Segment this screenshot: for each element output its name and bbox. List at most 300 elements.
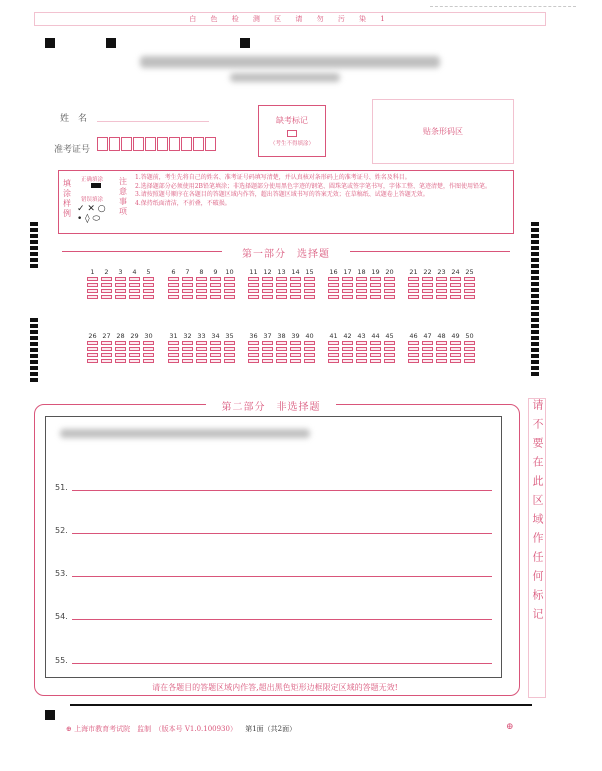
choice-question-number: 31 xyxy=(169,332,178,340)
answer-bubble-49-d[interactable] xyxy=(450,359,461,363)
question-number-53: 53. xyxy=(55,569,68,578)
answer-bubble-15-d[interactable] xyxy=(304,295,315,299)
answer-bubble-13-c[interactable] xyxy=(276,289,287,293)
answer-bubble-16-c[interactable] xyxy=(328,289,339,293)
answer-bubble-29-a[interactable] xyxy=(129,341,140,345)
answer-bubble-2-b[interactable] xyxy=(101,283,112,287)
choice-question-number: 36 xyxy=(249,332,258,340)
answer-bubble-12-d[interactable] xyxy=(262,295,273,299)
choice-question-number: 9 xyxy=(213,268,218,276)
answer-bubble-43-c[interactable] xyxy=(356,353,367,357)
answer-bubble-31-c[interactable] xyxy=(168,353,179,357)
correct-fill-sample xyxy=(91,183,101,188)
answer-bubble-50-b[interactable] xyxy=(464,347,475,351)
answer-bubble-37-d[interactable] xyxy=(262,359,273,363)
answer-bubble-37-c[interactable] xyxy=(262,353,273,357)
answer-bubble-19-b[interactable] xyxy=(370,283,381,287)
answer-bubble-35-c[interactable] xyxy=(224,353,235,357)
answer-bubble-10-b[interactable] xyxy=(224,283,235,287)
answer-bubble-25-b[interactable] xyxy=(464,283,475,287)
answer-bubble-15-b[interactable] xyxy=(304,283,315,287)
name-field[interactable] xyxy=(97,121,209,122)
side-warning-box xyxy=(528,398,546,698)
answer-bubble-47-a[interactable] xyxy=(422,341,433,345)
answer-bubble-23-b[interactable] xyxy=(436,283,447,287)
answer-bubble-5-c[interactable] xyxy=(143,289,154,293)
answer-bubble-47-b[interactable] xyxy=(422,347,433,351)
answer-bubble-7-b[interactable] xyxy=(182,283,193,287)
answer-bubble-42-a[interactable] xyxy=(342,341,353,345)
notes-title: 注意事项 xyxy=(119,177,127,216)
answer-bubble-38-c[interactable] xyxy=(276,353,287,357)
question-number-51: 51. xyxy=(55,483,68,492)
answer-bubble-41-d[interactable] xyxy=(328,359,339,363)
answer-bubble-34-c[interactable] xyxy=(210,353,221,357)
barcode-label: 贴条形码区 xyxy=(423,126,463,136)
answer-bubble-48-d[interactable] xyxy=(436,359,447,363)
answer-bubble-7-d[interactable] xyxy=(182,295,193,299)
answer-bubble-43-a[interactable] xyxy=(356,341,367,345)
answer-bubble-2-a[interactable] xyxy=(101,277,112,281)
answer-bubble-27-a[interactable] xyxy=(101,341,112,345)
choice-question-number: 2 xyxy=(104,268,109,276)
answer-bubble-30-b[interactable] xyxy=(143,347,154,351)
answer-bubble-4-a[interactable] xyxy=(129,277,140,281)
choice-question-number: 11 xyxy=(249,268,258,276)
answer-bubble-44-c[interactable] xyxy=(370,353,381,357)
note-item: 3.请按照题号顺序在各题目的答题区域内作答，超出答题区域书写的答案无效；在草稿纸、试题卷上答题无效。 xyxy=(135,191,429,198)
answer-bubble-4-d[interactable] xyxy=(129,295,140,299)
choice-question-number: 50 xyxy=(465,332,474,340)
answer-bubble-25-c[interactable] xyxy=(464,289,475,293)
exam-subtitle-blurred xyxy=(230,73,340,82)
choice-question-number: 38 xyxy=(277,332,286,340)
answer-bubble-35-d[interactable] xyxy=(224,359,235,363)
answer-bubble-5-a[interactable] xyxy=(143,277,154,281)
timing-mark xyxy=(45,38,55,48)
part2-rule-right xyxy=(340,404,424,405)
answer-bubble-45-d[interactable] xyxy=(384,359,395,363)
choice-question-number: 45 xyxy=(385,332,394,340)
answer-bubble-44-a[interactable] xyxy=(370,341,381,345)
answer-bubble-14-b[interactable] xyxy=(290,283,301,287)
answer-bubble-11-b[interactable] xyxy=(248,283,259,287)
answer-bubble-5-b[interactable] xyxy=(143,283,154,287)
barcode-area xyxy=(372,99,514,164)
answer-bubble-40-c[interactable] xyxy=(304,353,315,357)
answer-bubble-21-d[interactable] xyxy=(408,295,419,299)
choice-question-number: 30 xyxy=(144,332,153,340)
answer-bubble-34-b[interactable] xyxy=(210,347,221,351)
answer-bubble-8-b[interactable] xyxy=(196,283,207,287)
answer-bubble-38-b[interactable] xyxy=(276,347,287,351)
choice-question-number: 3 xyxy=(118,268,123,276)
question-number-54: 54. xyxy=(55,612,68,621)
answer-bubble-39-a[interactable] xyxy=(290,341,301,345)
absent-mark-box xyxy=(258,105,326,157)
answer-bubble-11-d[interactable] xyxy=(248,295,259,299)
answer-bubble-31-b[interactable] xyxy=(168,347,179,351)
answer-bubble-30-d[interactable] xyxy=(143,359,154,363)
footer-info-text: 上海市教育考试院 监制 （版本号 V1.0.100930） xyxy=(74,725,237,733)
answer-bubble-1-d[interactable] xyxy=(87,295,98,299)
answer-bubble-20-a[interactable] xyxy=(384,277,395,281)
choice-question-number: 28 xyxy=(116,332,125,340)
answer-bubble-33-d[interactable] xyxy=(196,359,207,363)
choice-group xyxy=(247,268,316,301)
choice-question-number: 33 xyxy=(197,332,206,340)
answer-bubble-16-b[interactable] xyxy=(328,283,339,287)
answer-bubble-32-a[interactable] xyxy=(182,341,193,345)
answer-bubble-21-a[interactable] xyxy=(408,277,419,281)
answer-bubble-3-b[interactable] xyxy=(115,283,126,287)
answer-bubble-21-b[interactable] xyxy=(408,283,419,287)
answer-bubble-14-c[interactable] xyxy=(290,289,301,293)
answer-bubble-38-d[interactable] xyxy=(276,359,287,363)
answer-bubble-29-b[interactable] xyxy=(129,347,140,351)
answer-bubble-36-a[interactable] xyxy=(248,341,259,345)
answer-bubble-41-a[interactable] xyxy=(328,341,339,345)
choice-question-number: 22 xyxy=(423,268,432,276)
answer-bubble-36-c[interactable] xyxy=(248,353,259,357)
choice-question-number: 16 xyxy=(329,268,338,276)
answer-frame[interactable] xyxy=(45,416,502,678)
question-number-52: 52. xyxy=(55,526,68,535)
answer-bubble-31-d[interactable] xyxy=(168,359,179,363)
answer-bubble-20-d[interactable] xyxy=(384,295,395,299)
part1-title: 第一部分 选择题 xyxy=(242,249,330,260)
answer-bubble-32-b[interactable] xyxy=(182,347,193,351)
answer-bubble-48-a[interactable] xyxy=(436,341,447,345)
answer-bubble-49-b[interactable] xyxy=(450,347,461,351)
answer-bubble-11-c[interactable] xyxy=(248,289,259,293)
left-timing-ladder-upper xyxy=(30,222,38,270)
answer-bubble-30-a[interactable] xyxy=(143,341,154,345)
answer-bubble-18-b[interactable] xyxy=(356,283,367,287)
footer-info xyxy=(66,724,296,734)
question-text-blurred xyxy=(60,429,310,438)
answer-bubble-45-a[interactable] xyxy=(384,341,395,345)
answer-bubble-29-d[interactable] xyxy=(129,359,140,363)
answer-bubble-23-d[interactable] xyxy=(436,295,447,299)
answer-bubble-24-c[interactable] xyxy=(450,289,461,293)
answer-bubble-27-b[interactable] xyxy=(101,347,112,351)
choice-question-number: 47 xyxy=(423,332,432,340)
answer-bubble-5-d[interactable] xyxy=(143,295,154,299)
answer-bubble-14-a[interactable] xyxy=(290,277,301,281)
choice-question-number: 15 xyxy=(305,268,314,276)
answer-bubble-2-d[interactable] xyxy=(101,295,112,299)
answer-bubble-42-b[interactable] xyxy=(342,347,353,351)
answer-bubble-50-d[interactable] xyxy=(464,359,475,363)
answer-bubble-19-c[interactable] xyxy=(370,289,381,293)
answer-bubble-9-d[interactable] xyxy=(210,295,221,299)
answer-bubble-30-c[interactable] xyxy=(143,353,154,357)
answer-bubble-48-b[interactable] xyxy=(436,347,447,351)
note-item: 2.选择题部分必须使用2B铅笔填涂；非选择题部分使用黑色字迹的钢笔、圆珠笔或签字笔书写，字体工整、笔迹清楚，作图使用铅笔。 xyxy=(135,182,491,190)
absent-mark-bubble[interactable] xyxy=(287,130,297,137)
answer-bubble-43-b[interactable] xyxy=(356,347,367,351)
answer-bubble-42-c[interactable] xyxy=(342,353,353,357)
choice-question-number: 26 xyxy=(88,332,97,340)
answer-bubble-9-b[interactable] xyxy=(210,283,221,287)
answer-bubble-23-a[interactable] xyxy=(436,277,447,281)
answer-bubble-20-c[interactable] xyxy=(384,289,395,293)
answer-bubble-41-c[interactable] xyxy=(328,353,339,357)
choice-question-number: 48 xyxy=(437,332,446,340)
answer-bubble-44-b[interactable] xyxy=(370,347,381,351)
answer-bubble-38-a[interactable] xyxy=(276,341,287,345)
answer-bubble-3-a[interactable] xyxy=(115,277,126,281)
part1-rule-right xyxy=(350,251,510,252)
answer-bubble-17-d[interactable] xyxy=(342,295,353,299)
choice-group xyxy=(407,332,476,365)
answer-bubble-14-d[interactable] xyxy=(290,295,301,299)
answer-bubble-18-c[interactable] xyxy=(356,289,367,293)
bottom-rule xyxy=(70,704,532,706)
answer-bubble-47-c[interactable] xyxy=(422,353,433,357)
answer-line-51[interactable] xyxy=(72,490,492,491)
answer-bubble-37-a[interactable] xyxy=(262,341,273,345)
answer-bubble-17-a[interactable] xyxy=(342,277,353,281)
answer-bubble-6-c[interactable] xyxy=(168,289,179,293)
answer-bubble-40-a[interactable] xyxy=(304,341,315,345)
answer-bubble-10-d[interactable] xyxy=(224,295,235,299)
answer-bubble-18-a[interactable] xyxy=(356,277,367,281)
choice-question-number: 37 xyxy=(263,332,272,340)
answer-bubble-46-b[interactable] xyxy=(408,347,419,351)
choice-question-number: 32 xyxy=(183,332,192,340)
choice-question-number: 8 xyxy=(199,268,204,276)
answer-bubble-26-b[interactable] xyxy=(87,347,98,351)
choice-question-number: 46 xyxy=(409,332,418,340)
answer-line-55[interactable] xyxy=(72,663,492,664)
answer-bubble-1-a[interactable] xyxy=(87,277,98,281)
answer-line-52[interactable] xyxy=(72,533,492,534)
answer-bubble-46-c[interactable] xyxy=(408,353,419,357)
wrong-fill-label: 错误填涂 xyxy=(81,197,104,203)
left-timing-ladder-lower xyxy=(30,318,38,384)
answer-bubble-24-a[interactable] xyxy=(450,277,461,281)
answer-bubble-29-c[interactable] xyxy=(129,353,140,357)
answer-bubble-42-d[interactable] xyxy=(342,359,353,363)
answer-bubble-19-a[interactable] xyxy=(370,277,381,281)
answer-bubble-17-c[interactable] xyxy=(342,289,353,293)
choice-question-number: 23 xyxy=(437,268,446,276)
answer-bubble-2-c[interactable] xyxy=(101,289,112,293)
choice-group xyxy=(327,268,396,301)
answer-bubble-12-a[interactable] xyxy=(262,277,273,281)
answer-bubble-13-b[interactable] xyxy=(276,283,287,287)
choice-question-number: 13 xyxy=(277,268,286,276)
choice-question-number: 41 xyxy=(329,332,338,340)
white-detection-strip: 白 色 检 测 区 请 勿 污 染 1 xyxy=(34,12,546,26)
answer-bubble-46-d[interactable] xyxy=(408,359,419,363)
exam-number-label: 准考证号 xyxy=(54,145,91,155)
answer-bubble-34-a[interactable] xyxy=(210,341,221,345)
answer-bubble-4-b[interactable] xyxy=(129,283,140,287)
answer-bubble-19-d[interactable] xyxy=(370,295,381,299)
answer-bubble-12-b[interactable] xyxy=(262,283,273,287)
answer-bubble-26-a[interactable] xyxy=(87,341,98,345)
answer-bubble-10-a[interactable] xyxy=(224,277,235,281)
answer-bubble-28-a[interactable] xyxy=(115,341,126,345)
answer-bubble-15-c[interactable] xyxy=(304,289,315,293)
answer-bubble-8-a[interactable] xyxy=(196,277,207,281)
answer-bubble-9-a[interactable] xyxy=(210,277,221,281)
choice-question-number: 27 xyxy=(102,332,111,340)
choice-group xyxy=(86,332,155,365)
answer-bubble-31-a[interactable] xyxy=(168,341,179,345)
answer-bubble-16-d[interactable] xyxy=(328,295,339,299)
answer-bubble-20-b[interactable] xyxy=(384,283,395,287)
answer-bubble-7-a[interactable] xyxy=(182,277,193,281)
answer-bubble-33-c[interactable] xyxy=(196,353,207,357)
timing-mark xyxy=(45,710,55,720)
part2-footer-warning: 请在各题目的答题区域内作答,超出黑色矩形边框限定区域的答题无效! xyxy=(152,683,398,692)
choice-question-number: 5 xyxy=(146,268,151,276)
answer-bubble-6-a[interactable] xyxy=(168,277,179,281)
instructions-panel xyxy=(58,170,514,234)
answer-bubble-28-c[interactable] xyxy=(115,353,126,357)
answer-bubble-24-d[interactable] xyxy=(450,295,461,299)
answer-bubble-33-b[interactable] xyxy=(196,347,207,351)
answer-bubble-34-d[interactable] xyxy=(210,359,221,363)
answer-bubble-15-a[interactable] xyxy=(304,277,315,281)
question-number-55: 55. xyxy=(55,656,68,665)
answer-bubble-24-b[interactable] xyxy=(450,283,461,287)
answer-bubble-35-a[interactable] xyxy=(224,341,235,345)
choice-question-number: 44 xyxy=(371,332,380,340)
right-timing-ladder-upper xyxy=(531,222,539,378)
answer-bubble-8-d[interactable] xyxy=(196,295,207,299)
footer-page: 第1面（共2面） xyxy=(245,725,297,733)
answer-bubble-45-c[interactable] xyxy=(384,353,395,357)
answer-bubble-45-b[interactable] xyxy=(384,347,395,351)
answer-line-54[interactable] xyxy=(72,619,492,620)
answer-bubble-43-d[interactable] xyxy=(356,359,367,363)
answer-bubble-35-b[interactable] xyxy=(224,347,235,351)
answer-bubble-39-c[interactable] xyxy=(290,353,301,357)
answer-bubble-39-d[interactable] xyxy=(290,359,301,363)
answer-bubble-50-a[interactable] xyxy=(464,341,475,345)
answer-bubble-18-d[interactable] xyxy=(356,295,367,299)
absent-mark-note: （考生不得填涂） xyxy=(269,141,314,147)
choice-group xyxy=(247,332,316,365)
answer-bubble-22-d[interactable] xyxy=(422,295,433,299)
answer-bubble-6-b[interactable] xyxy=(168,283,179,287)
answer-bubble-13-d[interactable] xyxy=(276,295,287,299)
choice-group xyxy=(407,268,476,301)
answer-bubble-40-b[interactable] xyxy=(304,347,315,351)
choice-question-number: 35 xyxy=(225,332,234,340)
answer-bubble-3-d[interactable] xyxy=(115,295,126,299)
answer-bubble-21-c[interactable] xyxy=(408,289,419,293)
answer-bubble-12-c[interactable] xyxy=(262,289,273,293)
absent-mark-title: 缺考标记 xyxy=(276,116,308,125)
answer-bubble-41-b[interactable] xyxy=(328,347,339,351)
answer-bubble-50-c[interactable] xyxy=(464,353,475,357)
answer-bubble-49-c[interactable] xyxy=(450,353,461,357)
answer-bubble-48-c[interactable] xyxy=(436,353,447,357)
choice-question-number: 10 xyxy=(225,268,234,276)
answer-bubble-37-b[interactable] xyxy=(262,347,273,351)
answer-bubble-44-d[interactable] xyxy=(370,359,381,363)
answer-bubble-10-c[interactable] xyxy=(224,289,235,293)
answer-bubble-40-d[interactable] xyxy=(304,359,315,363)
answer-bubble-23-c[interactable] xyxy=(436,289,447,293)
answer-bubble-3-c[interactable] xyxy=(115,289,126,293)
answer-bubble-26-c[interactable] xyxy=(87,353,98,357)
answer-bubble-33-a[interactable] xyxy=(196,341,207,345)
answer-bubble-36-d[interactable] xyxy=(248,359,259,363)
answer-bubble-36-b[interactable] xyxy=(248,347,259,351)
answer-bubble-8-c[interactable] xyxy=(196,289,207,293)
answer-bubble-49-a[interactable] xyxy=(450,341,461,345)
top-dashed-line xyxy=(430,6,576,7)
answer-bubble-1-b[interactable] xyxy=(87,283,98,287)
answer-bubble-28-b[interactable] xyxy=(115,347,126,351)
choice-question-number: 34 xyxy=(211,332,220,340)
exam-number-boxes[interactable] xyxy=(97,137,217,151)
choice-question-number: 24 xyxy=(451,268,460,276)
choice-question-number: 1 xyxy=(90,268,95,276)
answer-bubble-32-c[interactable] xyxy=(182,353,193,357)
answer-bubble-39-b[interactable] xyxy=(290,347,301,351)
answer-line-53[interactable] xyxy=(72,576,492,577)
choice-question-number: 39 xyxy=(291,332,300,340)
choice-question-number: 17 xyxy=(343,268,352,276)
answer-bubble-22-a[interactable] xyxy=(422,277,433,281)
answer-bubble-11-a[interactable] xyxy=(248,277,259,281)
choice-question-number: 7 xyxy=(185,268,190,276)
answer-bubble-17-b[interactable] xyxy=(342,283,353,287)
answer-bubble-13-a[interactable] xyxy=(276,277,287,281)
choice-question-number: 49 xyxy=(451,332,460,340)
exam-title-blurred xyxy=(140,56,440,68)
choice-question-number: 14 xyxy=(291,268,300,276)
answer-bubble-28-d[interactable] xyxy=(115,359,126,363)
choice-question-number: 12 xyxy=(263,268,272,276)
part2-title: 第二部分 非选择题 xyxy=(206,398,336,413)
choice-question-number: 4 xyxy=(132,268,137,276)
answer-bubble-32-d[interactable] xyxy=(182,359,193,363)
side-warning-text: 请不要在此区域作任何标记 xyxy=(531,399,544,627)
answer-bubble-47-d[interactable] xyxy=(422,359,433,363)
answer-bubble-4-c[interactable] xyxy=(129,289,140,293)
answer-bubble-22-b[interactable] xyxy=(422,283,433,287)
answer-bubble-16-a[interactable] xyxy=(328,277,339,281)
notes-list xyxy=(135,174,509,208)
answer-bubble-46-a[interactable] xyxy=(408,341,419,345)
registration-mark-icon: ⊕ xyxy=(66,725,72,733)
choice-question-number: 40 xyxy=(305,332,314,340)
answer-bubble-1-c[interactable] xyxy=(87,289,98,293)
answer-bubble-7-c[interactable] xyxy=(182,289,193,293)
answer-bubble-25-d[interactable] xyxy=(464,295,475,299)
correct-fill-label: 正确填涂 xyxy=(81,177,104,183)
note-item: 1.答题前，考生先将自己的姓名、准考证号码填写清楚，并认真核对条形码上的准考证号、姓名及科目。 xyxy=(135,174,411,181)
registration-mark-icon: ⊕ xyxy=(506,722,514,732)
answer-bubble-9-c[interactable] xyxy=(210,289,221,293)
answer-bubble-27-d[interactable] xyxy=(101,359,112,363)
answer-bubble-6-d[interactable] xyxy=(168,295,179,299)
answer-bubble-25-a[interactable] xyxy=(464,277,475,281)
answer-bubble-27-c[interactable] xyxy=(101,353,112,357)
answer-bubble-26-d[interactable] xyxy=(87,359,98,363)
timing-mark xyxy=(240,38,250,48)
answer-bubble-22-c[interactable] xyxy=(422,289,433,293)
